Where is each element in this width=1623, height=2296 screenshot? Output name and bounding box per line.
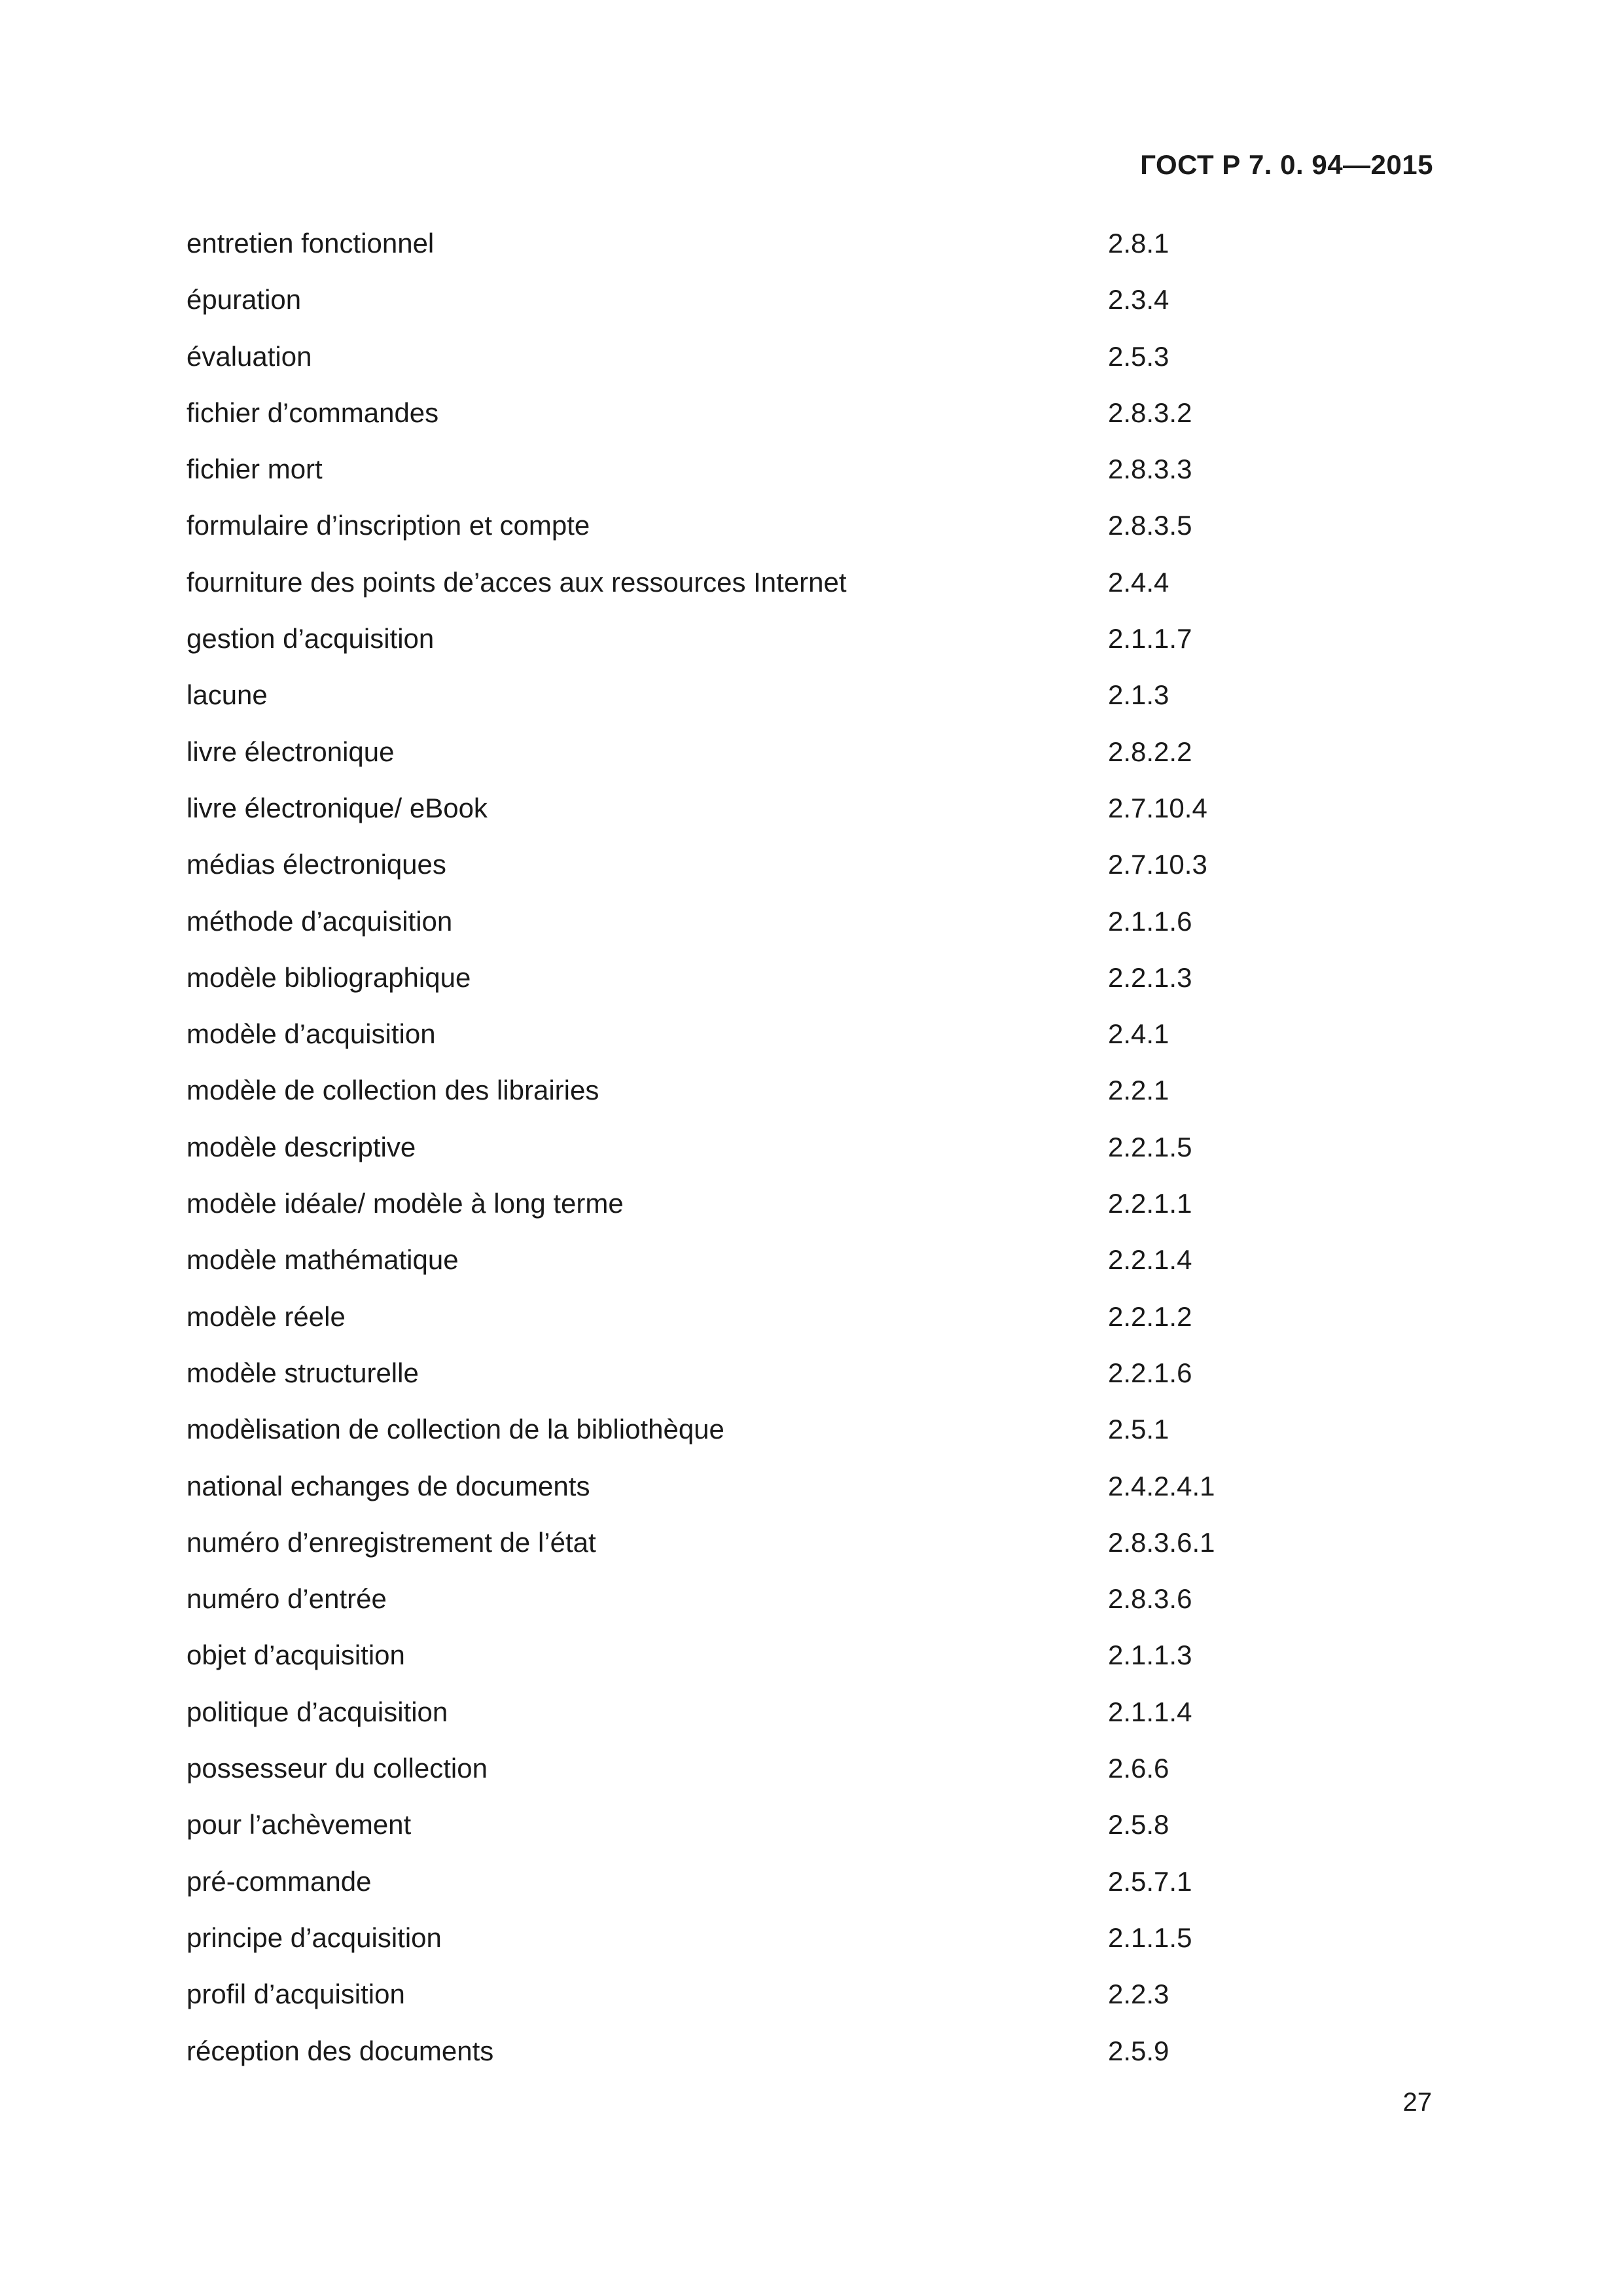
index-ref: 2.4.4	[1108, 566, 1169, 598]
index-ref: 2.1.3	[1108, 679, 1169, 711]
index-term: fichier mort	[187, 454, 323, 485]
index-row	[187, 1187, 1443, 1243]
index-row	[187, 735, 1443, 791]
index-row	[187, 283, 1443, 339]
index-ref: 2.2.1.1	[1108, 1188, 1192, 1219]
index-ref: 2.1.1.7	[1108, 623, 1192, 655]
index-row	[187, 1638, 1443, 1695]
index-row	[187, 905, 1443, 961]
index-ref: 2.5.1	[1108, 1414, 1169, 1445]
index-row	[187, 961, 1443, 1017]
index-ref: 2.2.1.2	[1108, 1300, 1192, 1332]
index-ref: 2.3.4	[1108, 284, 1169, 315]
index-ref: 2.4.1	[1108, 1018, 1169, 1050]
index-ref: 2.1.1.5	[1108, 1922, 1192, 1953]
index-term: modèle structurelle	[187, 1357, 419, 1388]
index-ref: 2.1.1.3	[1108, 1640, 1192, 1671]
index-term: médias électroniques	[187, 849, 446, 880]
index-row	[187, 2034, 1443, 2090]
index-term: entretien fonctionnel	[187, 228, 435, 259]
index-term: livre électronique/ eBook	[187, 792, 488, 823]
index-term: objet d’acquisition	[187, 1640, 405, 1671]
index-term: épuration	[187, 284, 302, 315]
index-term: gestion d’acquisition	[187, 623, 435, 655]
index-ref: 2.1.1.6	[1108, 905, 1192, 937]
index-term: politique d’acquisition	[187, 1696, 448, 1727]
index-ref: 2.5.7.1	[1108, 1865, 1192, 1897]
index-row	[187, 452, 1443, 509]
index-ref: 2.8.2.2	[1108, 736, 1192, 767]
index-row	[187, 509, 1443, 565]
index-row	[187, 1017, 1443, 1073]
term-index-list	[187, 226, 1443, 2090]
index-term: pour l’achèvement	[187, 1809, 412, 1840]
index-ref: 2.5.9	[1108, 2035, 1169, 2066]
index-term: modèle réele	[187, 1300, 346, 1332]
index-term: méthode d’acquisition	[187, 905, 453, 937]
index-row	[187, 1921, 1443, 1977]
index-ref: 2.8.3.6	[1108, 1583, 1192, 1615]
index-ref: 2.2.1	[1108, 1075, 1169, 1106]
index-ref: 2.8.3.5	[1108, 510, 1192, 541]
index-term: numéro d’entrée	[187, 1583, 387, 1615]
page-number: 27	[1402, 2088, 1432, 2117]
index-ref: 2.2.1.6	[1108, 1357, 1192, 1388]
index-row	[187, 1582, 1443, 1638]
index-row	[187, 1751, 1443, 1808]
index-term: national echanges de documents	[187, 1470, 590, 1501]
index-row	[187, 226, 1443, 283]
index-ref: 2.4.2.4.1	[1108, 1470, 1215, 1501]
index-ref: 2.1.1.4	[1108, 1696, 1192, 1727]
index-term: fichier d’commandes	[187, 397, 439, 428]
index-ref: 2.7.10.3	[1108, 849, 1207, 880]
index-row	[187, 1469, 1443, 1526]
index-row	[187, 1356, 1443, 1412]
index-row	[187, 1977, 1443, 2034]
index-term: formulaire d’inscription et compte	[187, 510, 590, 541]
index-row	[187, 1808, 1443, 1864]
index-row	[187, 848, 1443, 904]
index-row	[187, 1130, 1443, 1187]
index-row	[187, 678, 1443, 734]
index-term: principe d’acquisition	[187, 1922, 442, 1953]
index-ref: 2.2.1.5	[1108, 1131, 1192, 1162]
index-term: fourniture des points de’acces aux ressources Internet	[187, 566, 847, 598]
index-term: évaluation	[187, 340, 312, 372]
index-row	[187, 1865, 1443, 1921]
index-term: modèle de collection des librairies	[187, 1075, 599, 1106]
index-term: profil d’acquisition	[187, 1979, 405, 2010]
index-row	[187, 1412, 1443, 1469]
index-term: modèle idéale/ modèle à long terme	[187, 1188, 624, 1219]
index-ref: 2.8.3.6.1	[1108, 1526, 1215, 1558]
index-ref: 2.8.3.3	[1108, 454, 1192, 485]
index-row	[187, 1695, 1443, 1751]
index-term: lacune	[187, 679, 268, 711]
index-term: modèle bibliographique	[187, 961, 471, 993]
index-term: réception des documents	[187, 2035, 494, 2066]
index-ref: 2.2.3	[1108, 1979, 1169, 2010]
index-row	[187, 622, 1443, 678]
index-ref: 2.6.6	[1108, 1753, 1169, 1784]
index-ref: 2.2.1.3	[1108, 961, 1192, 993]
index-term: numéro d’enregistrement de l’état	[187, 1526, 596, 1558]
index-ref: 2.5.3	[1108, 340, 1169, 372]
index-term: pré-commande	[187, 1865, 372, 1897]
index-term: modèlisation de collection de la bibliothèque	[187, 1414, 724, 1445]
index-ref: 2.8.1	[1108, 228, 1169, 259]
index-ref: 2.2.1.4	[1108, 1244, 1192, 1276]
index-term: possesseur du collection	[187, 1753, 488, 1784]
index-row	[187, 1243, 1443, 1299]
index-term: livre électronique	[187, 736, 395, 767]
index-term: modèle d’acquisition	[187, 1018, 436, 1050]
index-row	[187, 396, 1443, 452]
index-row	[187, 791, 1443, 848]
index-ref: 2.7.10.4	[1108, 792, 1207, 823]
index-ref: 2.8.3.2	[1108, 397, 1192, 428]
page-header-standard: ГОСТ Р 7. 0. 94—2015	[1140, 149, 1433, 180]
index-row	[187, 1300, 1443, 1356]
index-row	[187, 565, 1443, 622]
index-row	[187, 1073, 1443, 1130]
index-row	[187, 340, 1443, 396]
index-term: modèle descriptive	[187, 1131, 416, 1162]
index-row	[187, 1526, 1443, 1582]
index-ref: 2.5.8	[1108, 1809, 1169, 1840]
index-term: modèle mathématique	[187, 1244, 459, 1276]
